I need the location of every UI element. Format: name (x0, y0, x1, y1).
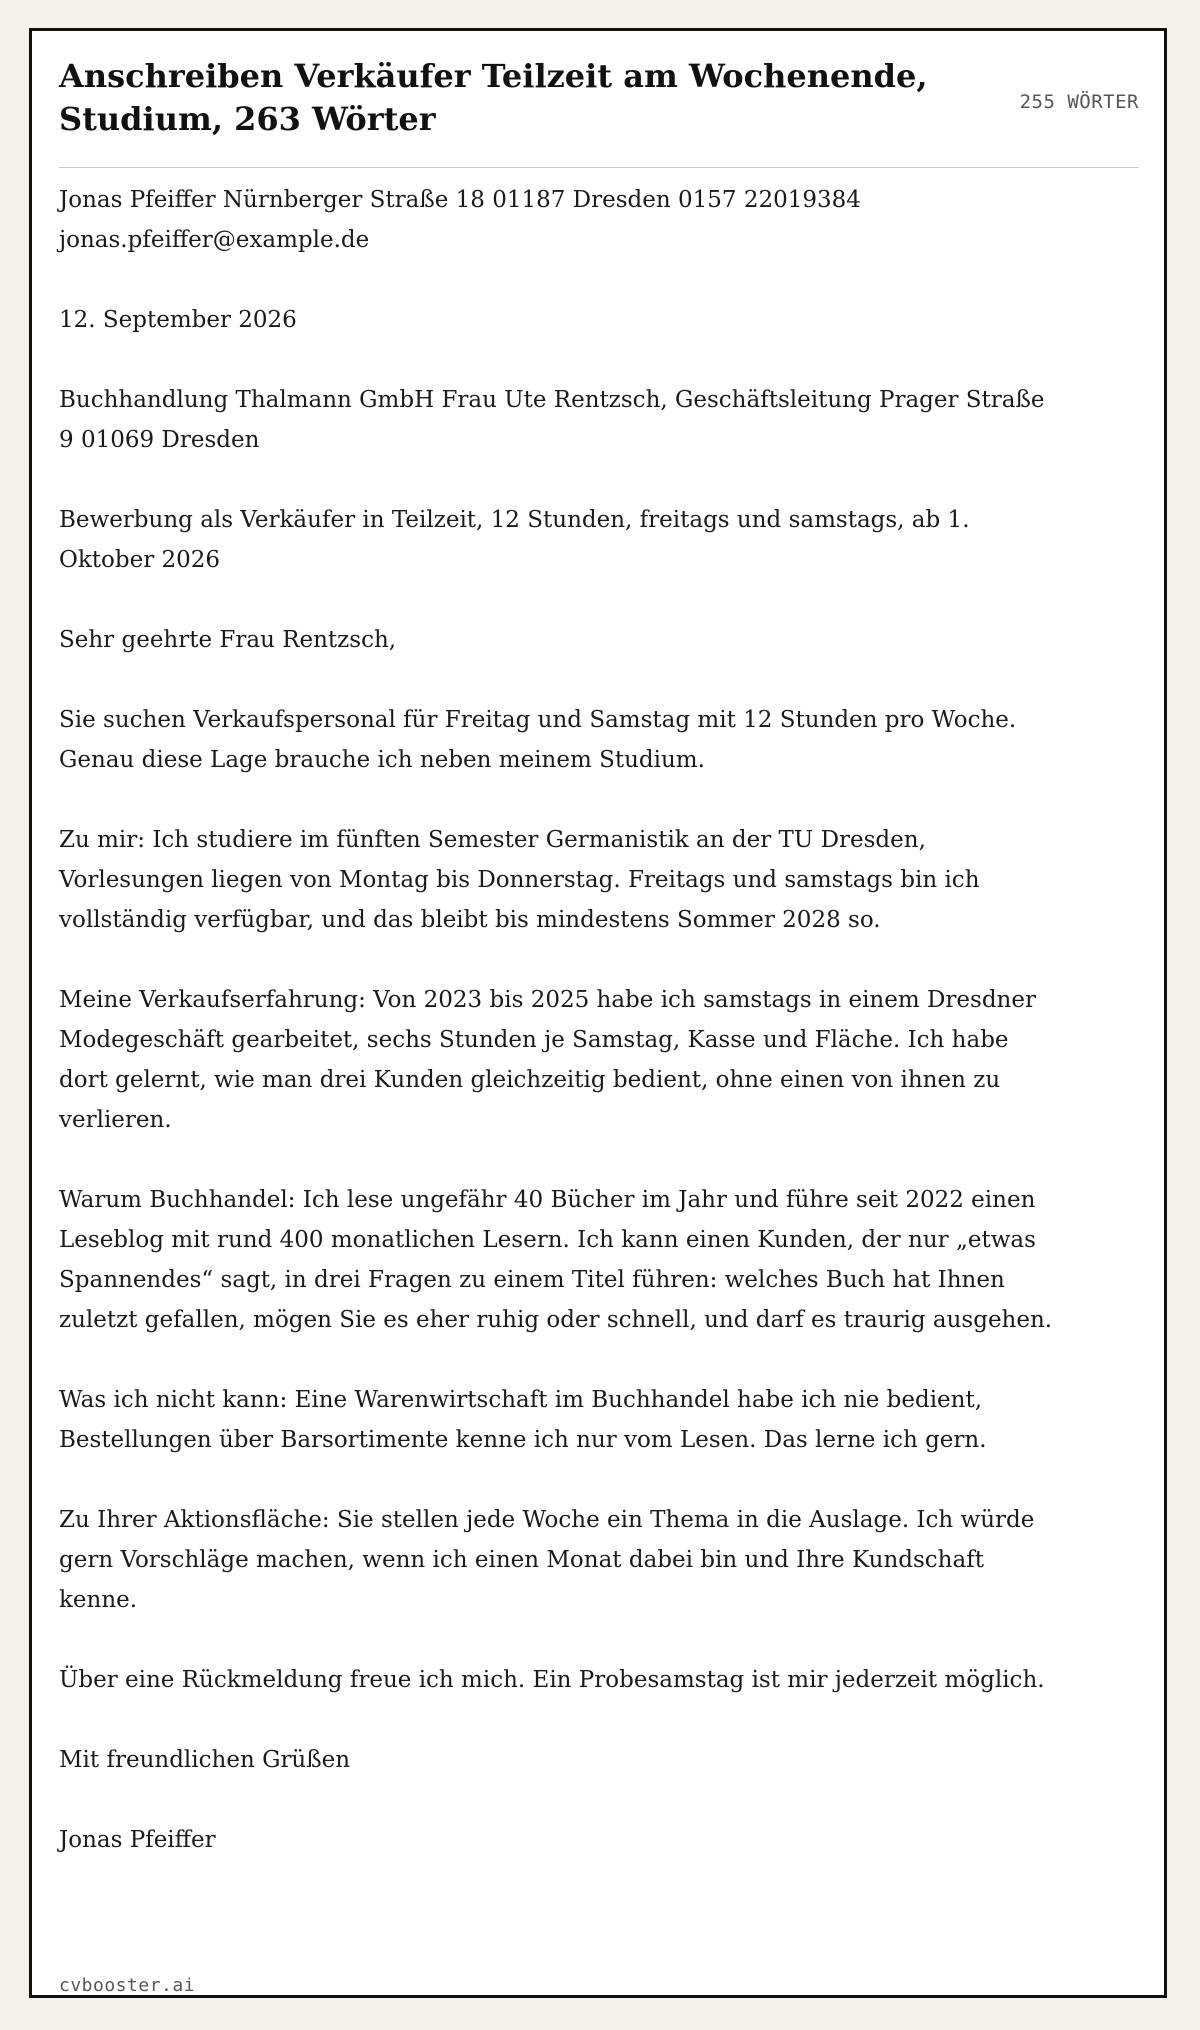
document-card (29, 28, 1167, 1998)
brand-footer: cvbooster.ai (59, 1975, 196, 1996)
word-count-badge: 255 WÖRTER (1019, 91, 1139, 113)
letter-subject: Bewerbung als Verkäufer in Teilzeit, 12 Stunden, freitags und samstags, ab 1. Oktober 2026 (59, 507, 970, 573)
letter-body (59, 180, 1139, 1900)
signature-name: Jonas Pfeiffer (59, 1827, 216, 1853)
document-header (59, 55, 1139, 168)
body-paragraph: Über eine Rückmeldung freue ich mich. Ein Probesamstag ist mir jederzeit möglich. (59, 1667, 1045, 1693)
body-paragraph: Sie suchen Verkaufspersonal für Freitag und Samstag mit 12 Stunden pro Woche. Genau diese Lage brauche ich neben meinem Studium. (59, 707, 1017, 773)
document-title: Anschreiben Verkäufer Teilzeit am Wochenende, Studium, 263 Wörter (59, 57, 928, 138)
closing-line: Mit freundlichen Grüßen (59, 1747, 351, 1773)
body-paragraph: Was ich nicht kann: Eine Warenwirtschaft im Buchhandel habe ich nie bedient, Bestellungen über Barsortimente kenne ich nur vom Lesen. Das lerne ich gern. (59, 1387, 987, 1453)
recipient-block: Buchhandlung Thalmann GmbH Frau Ute Rentzsch, Geschäftsleitung Prager Straße 9 01069 Dresden (59, 387, 1045, 453)
body-paragraph: Zu Ihrer Aktionsfläche: Sie stellen jede Woche ein Thema in die Auslage. Ich würde gern Vorschläge machen, wenn ich einen Monat dabei bin und Ihre Kundschaft kenne. (59, 1507, 1035, 1613)
body-paragraph: Warum Buchhandel: Ich lese ungefähr 40 Bücher im Jahr und führe seit 2022 einen Leseblog mit rund 400 monatlichen Lesern. Ich kann einen Kunden, der nur „etwas Spannendes“ sagt, in drei Fragen zu einem Titel führen: welches Buch hat Ihnen zuletzt gefallen, mögen Sie es eher ruhig oder schnell, und darf es traurig ausgehen. (59, 1187, 1053, 1333)
salutation: Sehr geehrte Frau Rentzsch, (59, 627, 397, 653)
letter-date: 12. September 2026 (59, 307, 297, 333)
body-paragraph: Zu mir: Ich studiere im fünften Semester Germanistik an der TU Dresden, Vorlesungen liegen von Montag bis Donnerstag. Freitags und samstags bin ich vollständig verfügbar, und das bleibt bis mindestens Sommer 2028 so. (59, 827, 980, 933)
sender-block: Jonas Pfeiffer Nürnberger Straße 18 01187 Dresden 0157 22019384 jonas.pfeiffer@example.de (59, 187, 861, 253)
body-paragraph: Meine Verkaufserfahrung: Von 2023 bis 2025 habe ich samstags in einem Dresdner Modegeschäft gearbeitet, sechs Stunden je Samstag, Kasse und Fläche. Ich habe dort gelernt, wie man drei Kunden gleichzeitig bedient, ohne einen von ihnen zu verlieren. (59, 987, 1036, 1133)
